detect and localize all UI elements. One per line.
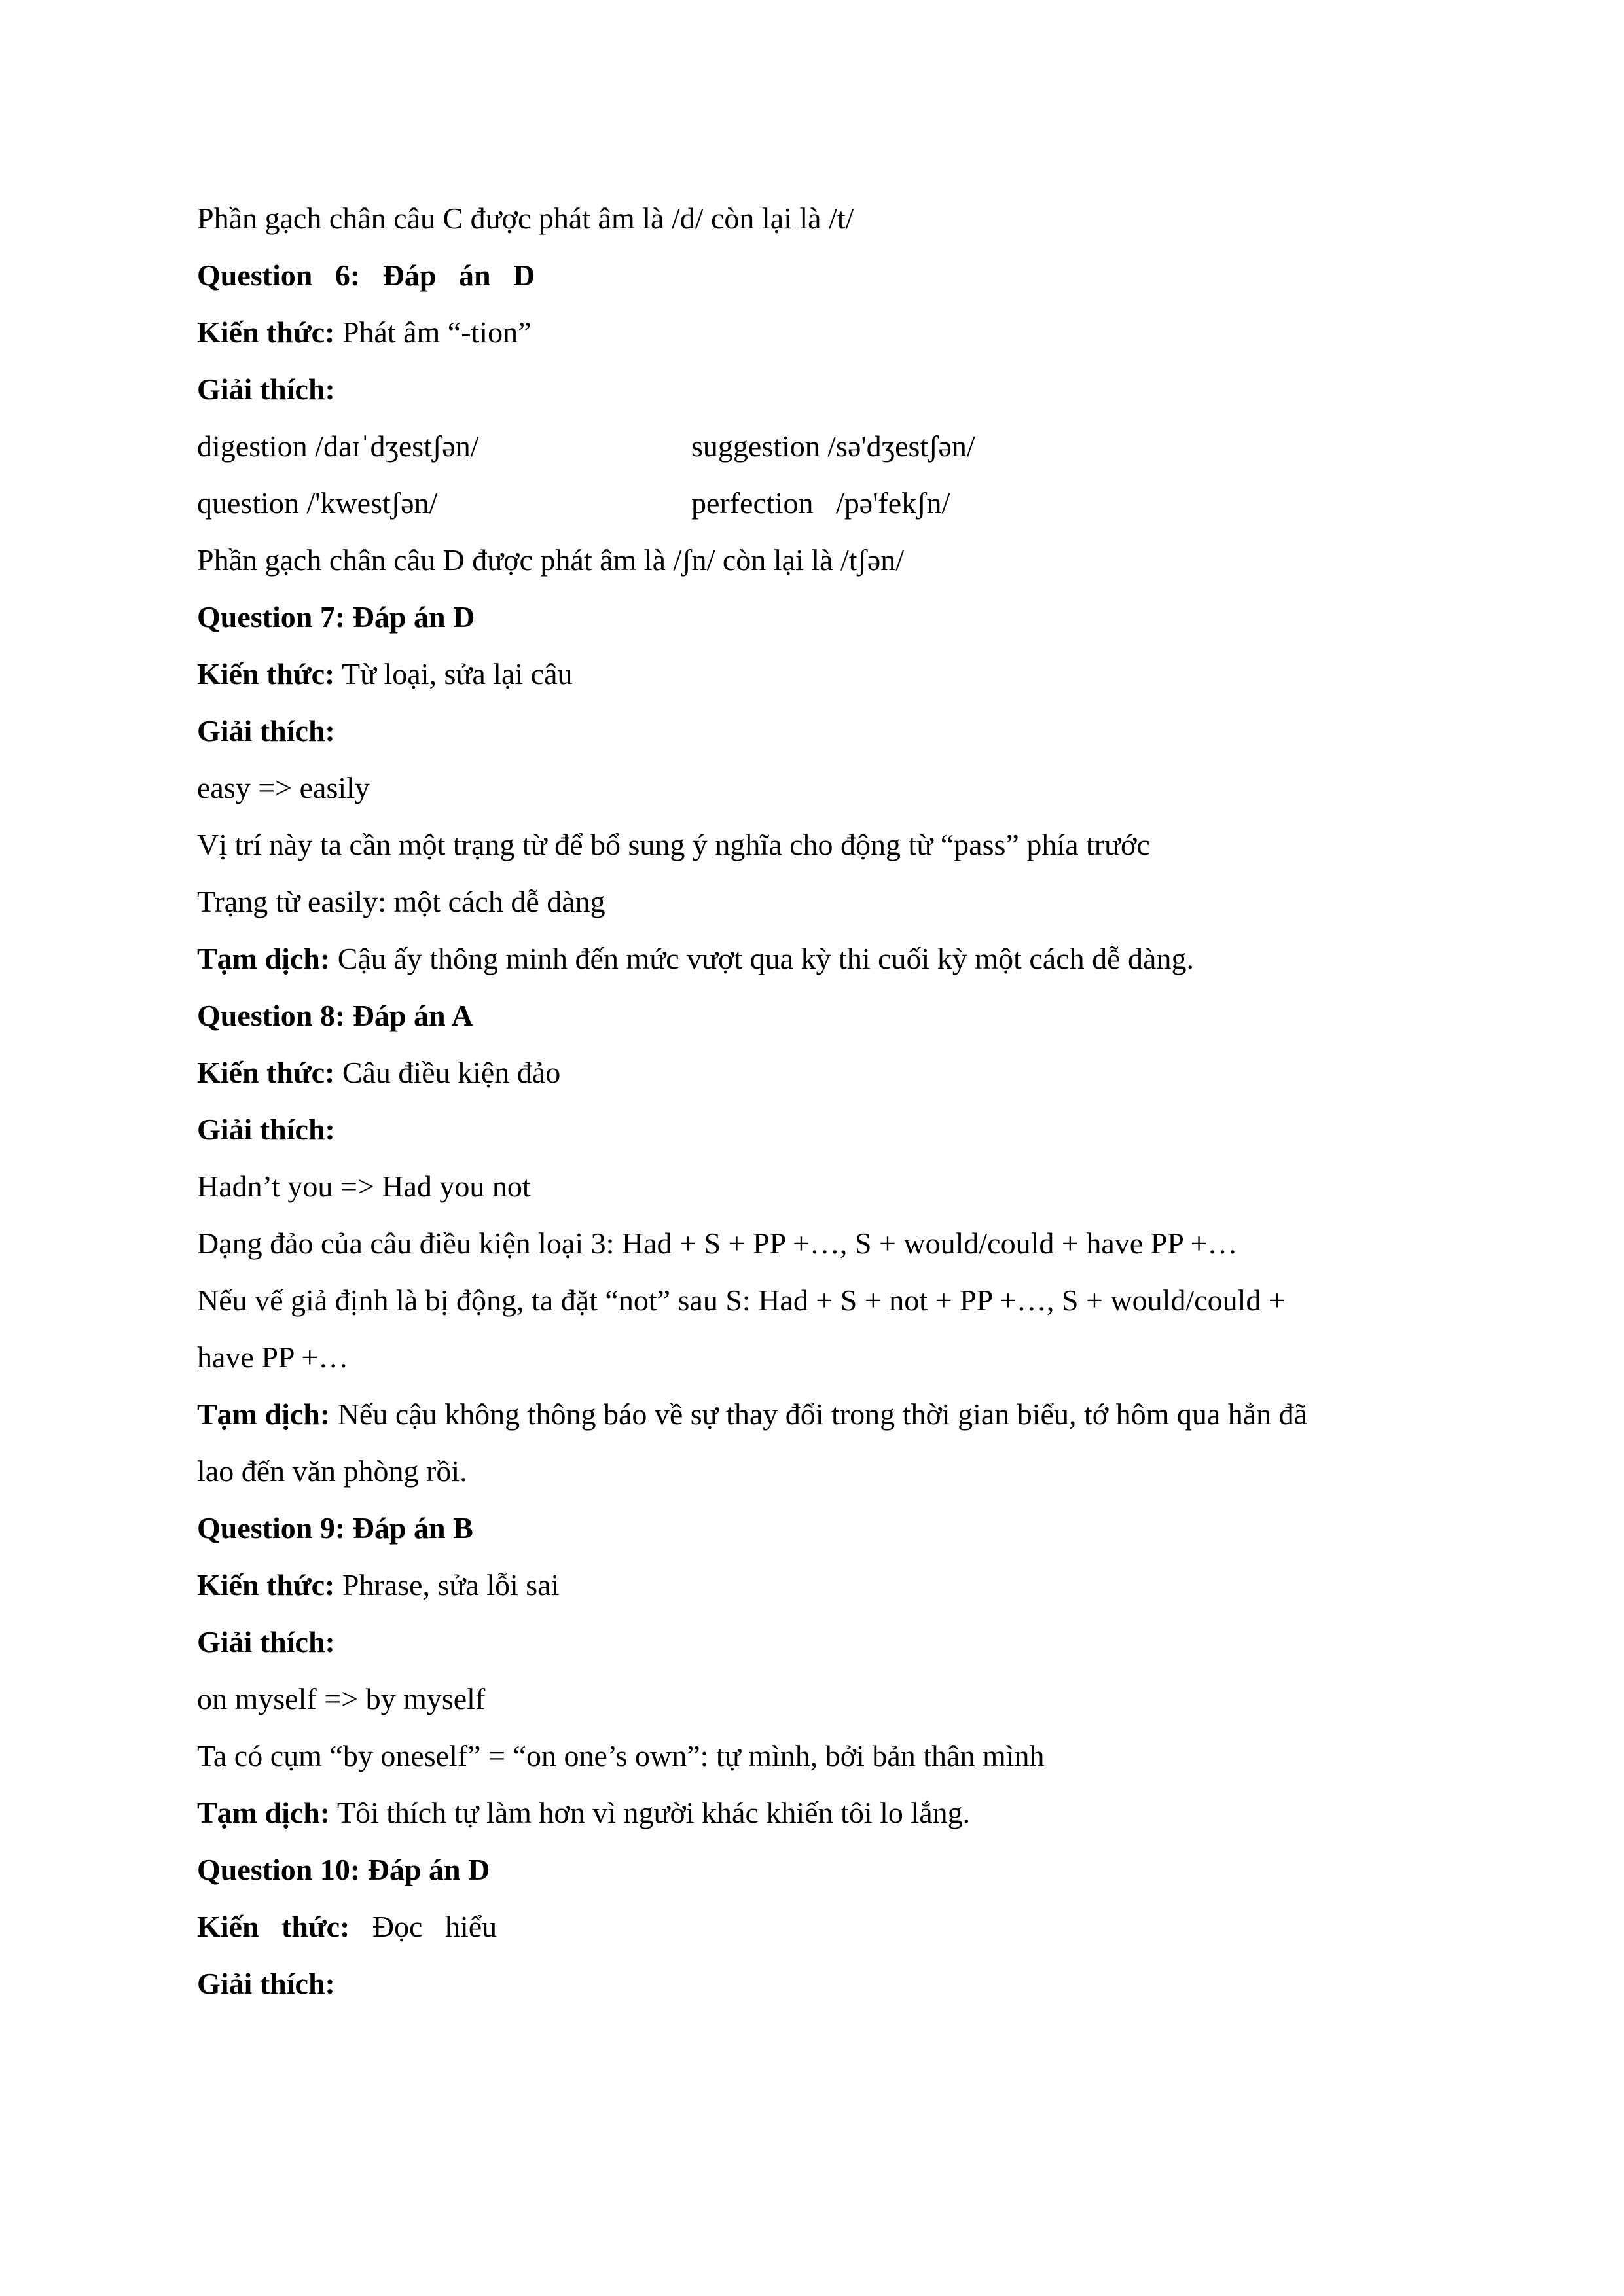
question-6-word-row-1 — [197, 418, 1441, 475]
question-8-translation — [197, 1386, 1441, 1443]
question-9-explanation-label: Giải thích: — [197, 1625, 335, 1659]
knowledge-text: Từ loại, sửa lại câu — [334, 657, 573, 691]
knowledge-label: Kiến thức: — [197, 657, 335, 691]
question-9-translation — [197, 1784, 1441, 1841]
translation-label: Tạm dịch: — [197, 1397, 331, 1431]
knowledge-label: Kiến thức: — [197, 1056, 335, 1089]
document-page — [197, 190, 1441, 2012]
word-suggestion: suggestion /sə'dʒestʃən/ — [691, 429, 975, 463]
translation-text: Cậu ấy thông minh đến mức vượt qua kỳ thi cuối kỳ một cách dễ dàng. — [330, 942, 1194, 975]
question-6-word-row-2 — [197, 475, 1441, 531]
question-8-explanation-2b: have PP +… — [197, 1340, 349, 1374]
knowledge-text: Đọc hiểu — [350, 1910, 497, 1943]
question-8-explanation-1: Dạng đảo của câu điều kiện loại 3: Had + S + PP +…, S + would/could + have PP +… — [197, 1227, 1238, 1260]
question-8-translation-cont: lao đến văn phòng rồi. — [197, 1454, 467, 1488]
knowledge-text: Câu điều kiện đảo — [334, 1056, 561, 1089]
translation-text: Tôi thích tự làm hơn vì người khác khiến tôi lo lắng. — [330, 1796, 971, 1829]
question-6-heading: Question 6: Đáp án D — [197, 259, 535, 292]
question-9-correction: on myself => by myself — [197, 1682, 486, 1715]
question-7-explanation-2: Trạng từ easily: một cách dễ dàng — [197, 885, 605, 918]
question-7-heading: Question 7: Đáp án D — [197, 600, 475, 634]
question-7-explanation-label: Giải thích: — [197, 714, 335, 747]
knowledge-text: Phrase, sửa lỗi sai — [334, 1568, 560, 1602]
question-8-explanation-label: Giải thích: — [197, 1113, 335, 1146]
question-6-conclusion: Phần gạch chân câu D được phát âm là /ʃn/ còn lại là /tʃən/ — [197, 543, 905, 577]
question-9-knowledge — [197, 1556, 1441, 1613]
translation-label: Tạm dịch: — [197, 942, 331, 975]
question-7-correction: easy => easily — [197, 771, 370, 804]
question-10-knowledge — [197, 1898, 1441, 1955]
translation-label: Tạm dịch: — [197, 1796, 331, 1829]
knowledge-text: Phát âm “-tion” — [334, 315, 532, 349]
question-7-translation — [197, 930, 1441, 987]
question-8-correction: Hadn’t you => Had you not — [197, 1170, 531, 1203]
question-10-heading: Question 10: Đáp án D — [197, 1853, 490, 1886]
question-10-explanation-label: Giải thích: — [197, 1967, 335, 2000]
question-8-explanation-2a: Nếu vế giả định là bị động, ta đặt “not” sau S: Had + S + not + PP +…, S + would/could + — [197, 1283, 1286, 1317]
word-digestion: digestion /daɪˈdʒestʃən/ — [197, 429, 479, 463]
question-8-knowledge — [197, 1044, 1441, 1101]
question-9-heading: Question 9: Đáp án B — [197, 1511, 473, 1545]
paragraph-q5-conclusion: Phần gạch chân câu C được phát âm là /d/ còn lại là /t/ — [197, 202, 854, 235]
question-7-explanation-1: Vị trí này ta cần một trạng từ để bổ sung ý nghĩa cho động từ “pass” phía trước — [197, 828, 1150, 861]
word-perfection: perfection /pə'fekʃn/ — [691, 486, 950, 520]
question-9-explanation-1: Ta có cụm “by oneself” = “on one’s own”: tự mình, bởi bản thân mình — [197, 1739, 1045, 1772]
knowledge-label: Kiến thức: — [197, 1568, 335, 1602]
question-6-explanation-label: Giải thích: — [197, 372, 335, 406]
question-6-knowledge — [197, 304, 1441, 361]
word-question: question /'kwestʃən/ — [197, 486, 438, 520]
question-8-heading: Question 8: Đáp án A — [197, 999, 473, 1032]
knowledge-label: Kiến thức: — [197, 1910, 350, 1943]
question-7-knowledge — [197, 645, 1441, 702]
translation-text: Nếu cậu không thông báo về sự thay đổi trong thời gian biểu, tớ hôm qua hẳn đã — [330, 1397, 1308, 1431]
knowledge-label: Kiến thức: — [197, 315, 335, 349]
